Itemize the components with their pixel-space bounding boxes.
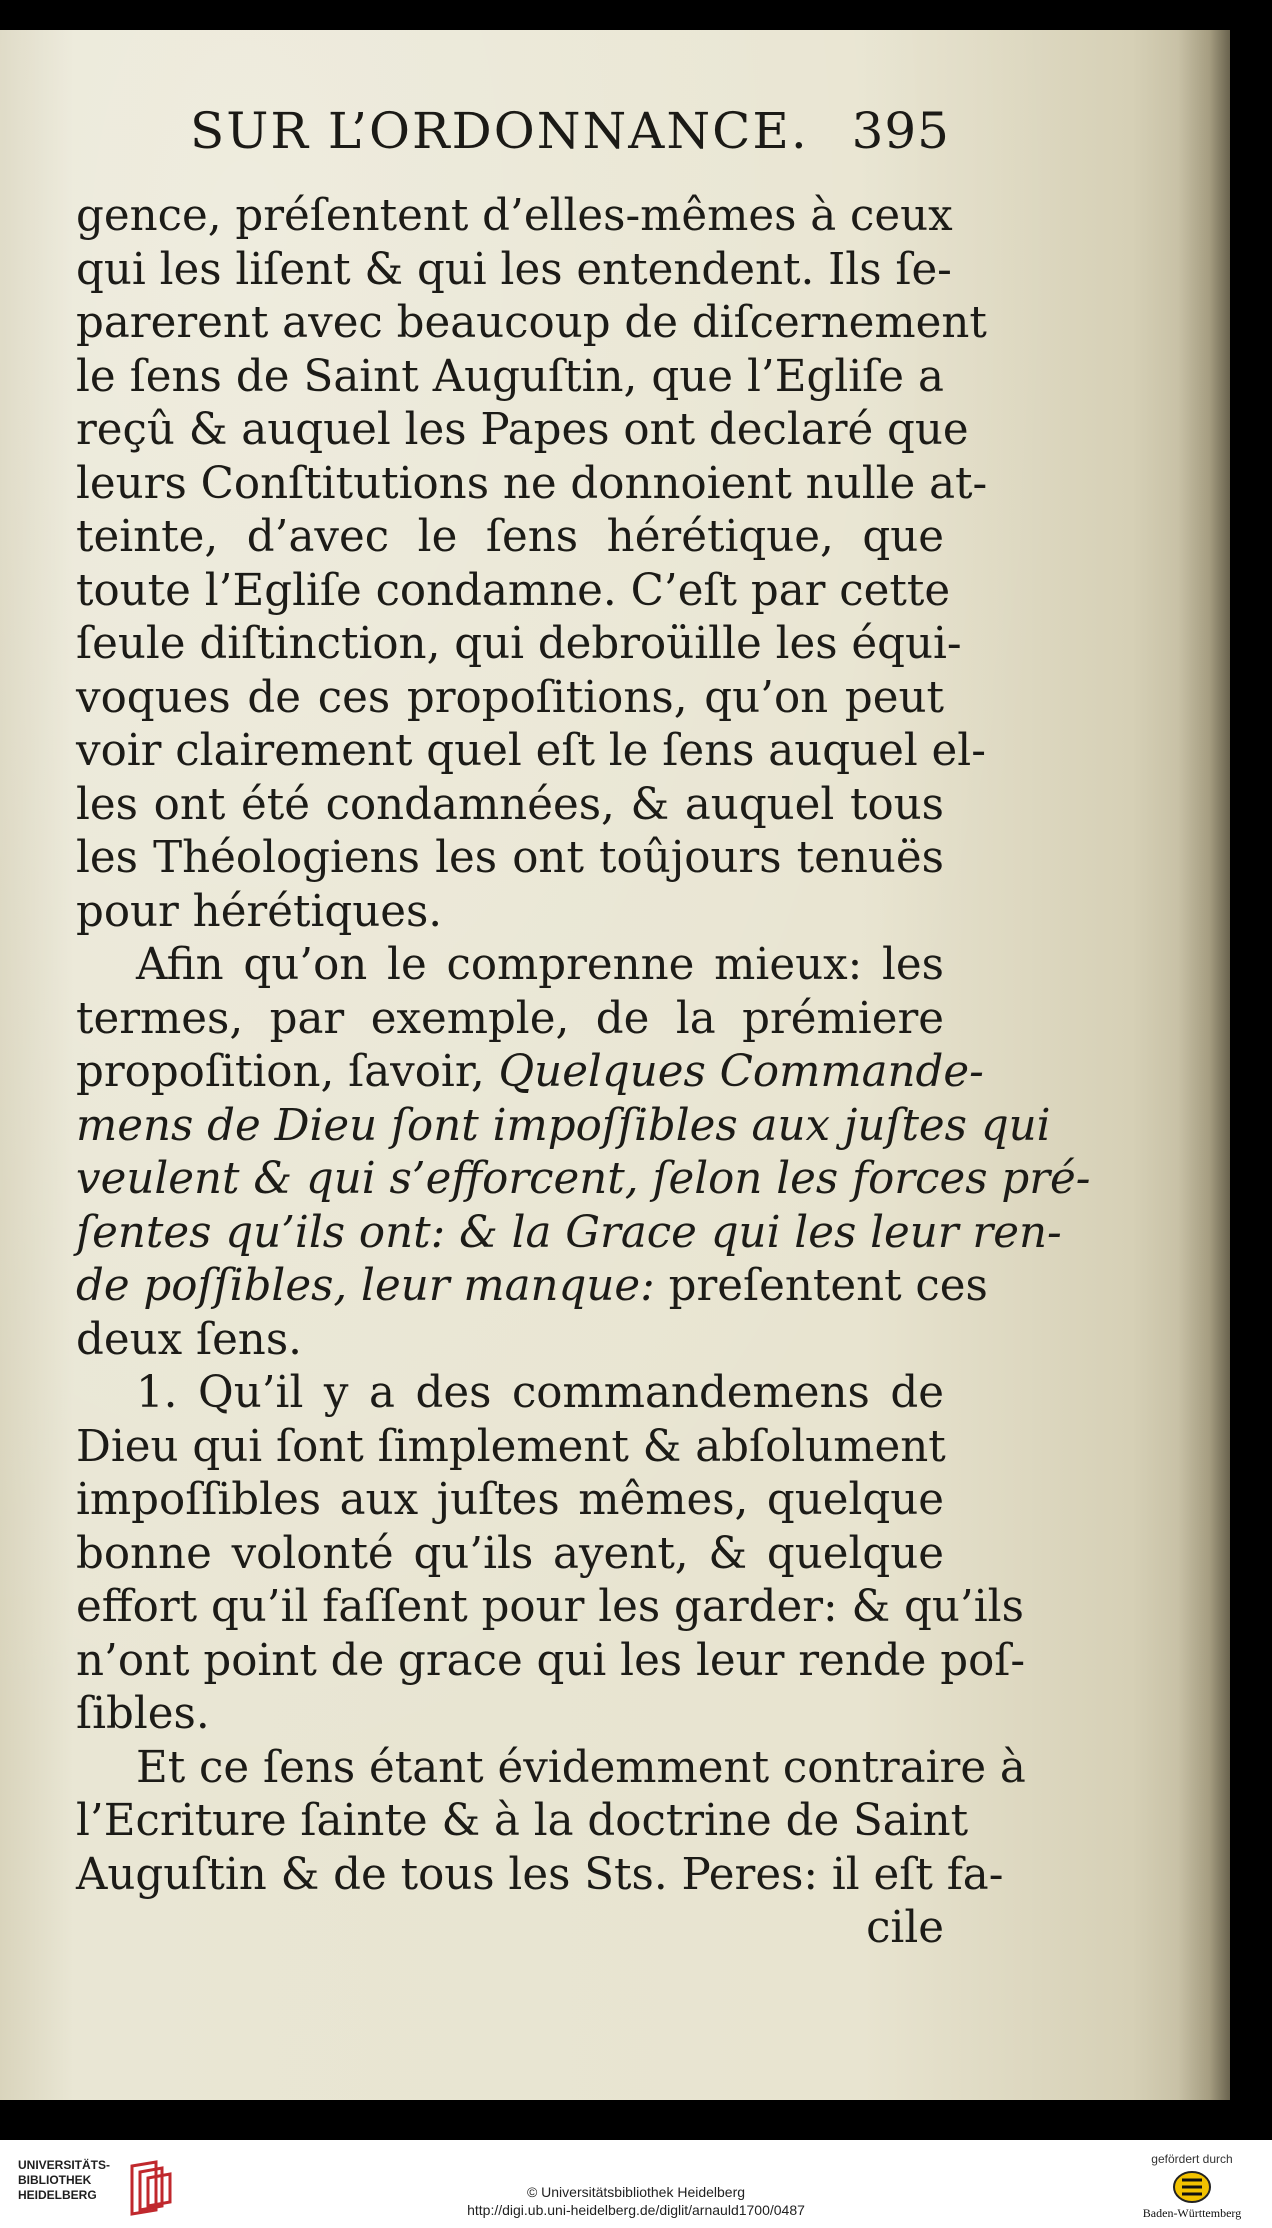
library-name-line: HEIDELBERG bbox=[18, 2188, 97, 2202]
text-line: impoſſibles aux juſtes mêmes, quelque bbox=[76, 1475, 944, 1525]
copyright-notice: © Universitätsbibliothek Heidelberg bbox=[526, 2184, 746, 2200]
italic-segment: Quelques Commande- bbox=[498, 1047, 984, 1097]
text-line: termes, par exemple, de la prémiere bbox=[76, 993, 944, 1044]
text-line: deux ſens. bbox=[76, 1314, 302, 1365]
catchword: cile bbox=[866, 1903, 944, 1953]
text-line: reçû & auquel les Papes ont declaré que bbox=[76, 405, 969, 455]
text-line: voques de ces propoſitions, qu’on peut bbox=[76, 672, 944, 723]
viewer-footer bbox=[0, 2140, 1272, 2228]
text-segment: propoſition, ſavoir, bbox=[76, 1047, 485, 1097]
text-line-mixed bbox=[76, 1046, 984, 1100]
text-line: les ont été condamnées, & auquel tous bbox=[76, 779, 944, 830]
text-line: le ſens de Saint Auguſtin, que l’Egliſe a bbox=[76, 351, 944, 402]
text-line: qui les liſent & qui les entendent. Ils ſe- bbox=[76, 244, 952, 295]
sponsor-label: gefördert durch bbox=[1151, 2152, 1233, 2166]
text-line: Dieu qui ſont ſimplement & abſolument bbox=[76, 1421, 946, 1472]
italic-segment: de poſſibles, leur manque: bbox=[76, 1261, 655, 1311]
text-line: toute l’Egliſe condamne. C’eſt par cette bbox=[76, 565, 951, 616]
running-title: SUR L’ORDONNANCE. bbox=[190, 102, 809, 160]
text-line: gence, préſentent d’elles-mêmes à ceux bbox=[76, 191, 953, 241]
text-line: ſibles. bbox=[76, 1689, 210, 1739]
book-page bbox=[0, 30, 1230, 2100]
text-segment: preſentent ces bbox=[668, 1261, 988, 1311]
library-name-line: UNIVERSITÄTS- bbox=[18, 2158, 111, 2172]
sponsor-block[interactable] bbox=[1122, 2152, 1262, 2224]
text-line: Et ce ſens étant évidemment contraire à bbox=[136, 1742, 1026, 1793]
text-line: n’ont point de grace qui les leur rende poſ- bbox=[76, 1635, 1026, 1686]
text-line: Auguſtin & de tous les Sts. Peres: il eſt fa- bbox=[76, 1849, 1004, 1900]
italic-line: mens de Dieu ſont impoſſibles aux juſtes qui bbox=[76, 1100, 1051, 1151]
text-line: Afin qu’on le comprenne mieux: les bbox=[136, 940, 944, 990]
running-head bbox=[190, 102, 950, 172]
text-line: l’Ecriture ſainte & à la doctrine de Saint bbox=[76, 1796, 969, 1846]
text-line: voir clairement quel eſt le ſens auquel el- bbox=[76, 726, 986, 776]
text-line: teinte, d’avec le ſens hérétique, que bbox=[76, 512, 944, 562]
italic-line: ſentes qu’ils ont: & la Grace qui les leur ren- bbox=[76, 1207, 1062, 1258]
text-line: les Théologiens les ont toûjours tenuës bbox=[76, 833, 944, 883]
permalink-url[interactable]: http://digi.ub.uni-heidelberg.de/diglit/arnauld1700/0487 bbox=[467, 2202, 805, 2218]
text-line: bonne volonté qu’ils ayent, & quelque bbox=[76, 1528, 944, 1579]
sponsor-name: Baden-Württemberg bbox=[1142, 2206, 1242, 2220]
text-line: parerent avec beaucoup de diſcernement bbox=[76, 298, 987, 348]
text-line: 1. Qu’il y a des commandemens de bbox=[136, 1368, 944, 1418]
text-line: pour hérétiques. bbox=[76, 886, 443, 937]
page-number: 395 bbox=[851, 102, 950, 160]
page-edge-shadow bbox=[1178, 30, 1230, 2100]
text-line-mixed bbox=[76, 1260, 988, 1314]
italic-line: veulent & qui s’efforcent, ſelon les forces pré- bbox=[76, 1154, 1091, 1204]
state-crest-icon bbox=[1172, 2170, 1212, 2204]
text-line: ſeule diſtinction, qui debroüille les équi- bbox=[76, 619, 962, 669]
text-line: effort qu’il faſſent pour les garder: & qu’ils bbox=[76, 1582, 1024, 1632]
library-name-line: BIBLIOTHEK bbox=[18, 2173, 92, 2187]
body-text bbox=[76, 190, 1091, 1956]
text-line: leurs Conſtitutions ne donnoient nulle at- bbox=[76, 458, 988, 509]
